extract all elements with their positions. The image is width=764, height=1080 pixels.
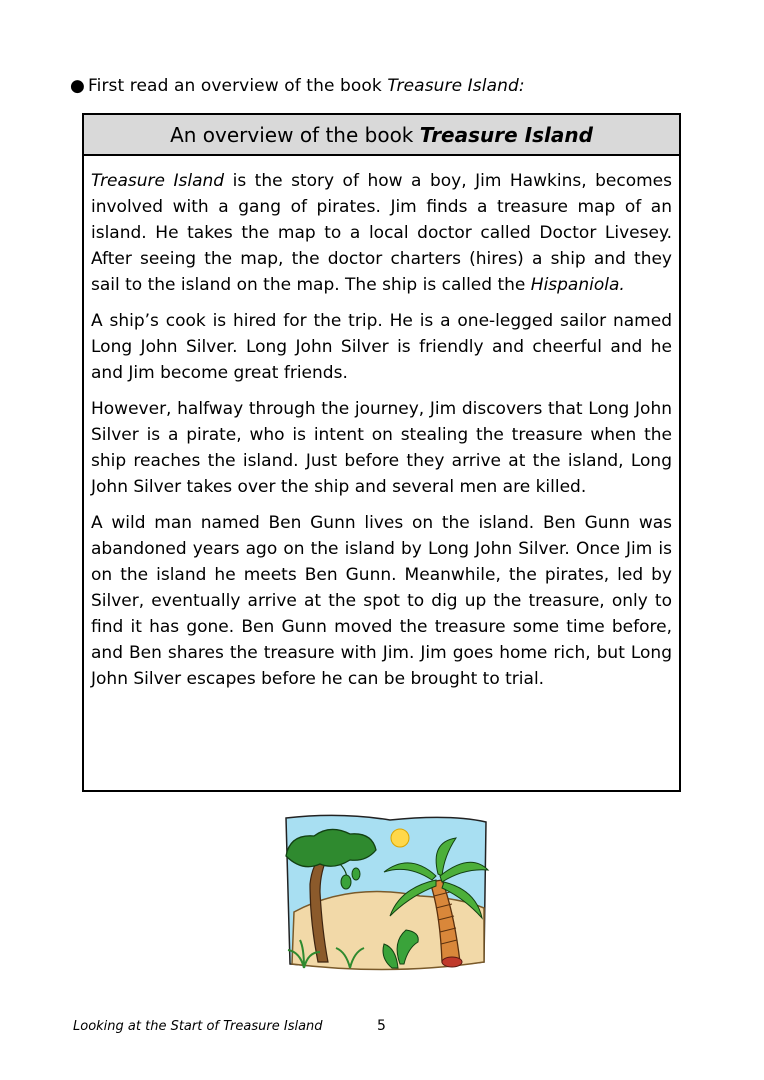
island-palm-tree-icon — [280, 812, 492, 982]
page-number: 5 — [377, 1018, 386, 1034]
intro-text: First read an overview of the book — [88, 76, 388, 96]
footer-title: Looking at the Start of Treasure Island — [73, 1019, 323, 1034]
overview-heading — [84, 115, 679, 156]
overview-heading-title: Treasure Island — [419, 123, 593, 147]
intro-line — [70, 74, 525, 98]
paragraph-1-text: is the story of how a boy, Jim Hawkins, becomes involved with a gang of pirates. Jim finds a treasure map of an island. He takes the map to a local doctor called Doctor Livesey. After seeing the map, the doctor charters (hires) a ship and they sail to the island on the map. The ship is called the — [91, 171, 672, 295]
paragraph-3: However, halfway through the journey, Jim discovers that Long John Silver is a pirate, who is intent on stealing the treasure when the ship reaches the island. Just before they arrive at the island, Long John Silver takes over the ship and several men are killed. — [91, 399, 672, 497]
bullet-icon: ● — [70, 76, 85, 96]
paragraph-1-book-title: Treasure Island — [91, 171, 225, 191]
overview-body — [84, 156, 679, 692]
overview-box — [82, 113, 681, 792]
intro-book-title: Treasure Island: — [387, 76, 525, 96]
paragraph-1-ship-name: Hispaniola. — [530, 275, 625, 295]
overview-heading-prefix: An overview of the book — [170, 123, 420, 147]
island-illustration — [280, 812, 492, 982]
paragraph-2: A ship’s cook is hired for the trip. He is a one-legged sailor named Long John Silver. Long John Silver is friendly and cheerful and he and Jim become great friends. — [91, 311, 672, 383]
paragraph-1 — [91, 168, 672, 298]
paragraph-4: A wild man named Ben Gunn lives on the island. Ben Gunn was abandoned years ago on the island by Long John Silver. Once Jim is on the island he meets Ben Gunn. Meanwhile, the pirates, led by Silver, eventually arrive at the spot to dig up the treasure, only to find it has gone. Ben Gunn moved the treasure some time before, and Ben shares the treasure with Jim. Jim goes home rich, but Long John Silver escapes before he can be brought to trial. — [91, 513, 672, 689]
